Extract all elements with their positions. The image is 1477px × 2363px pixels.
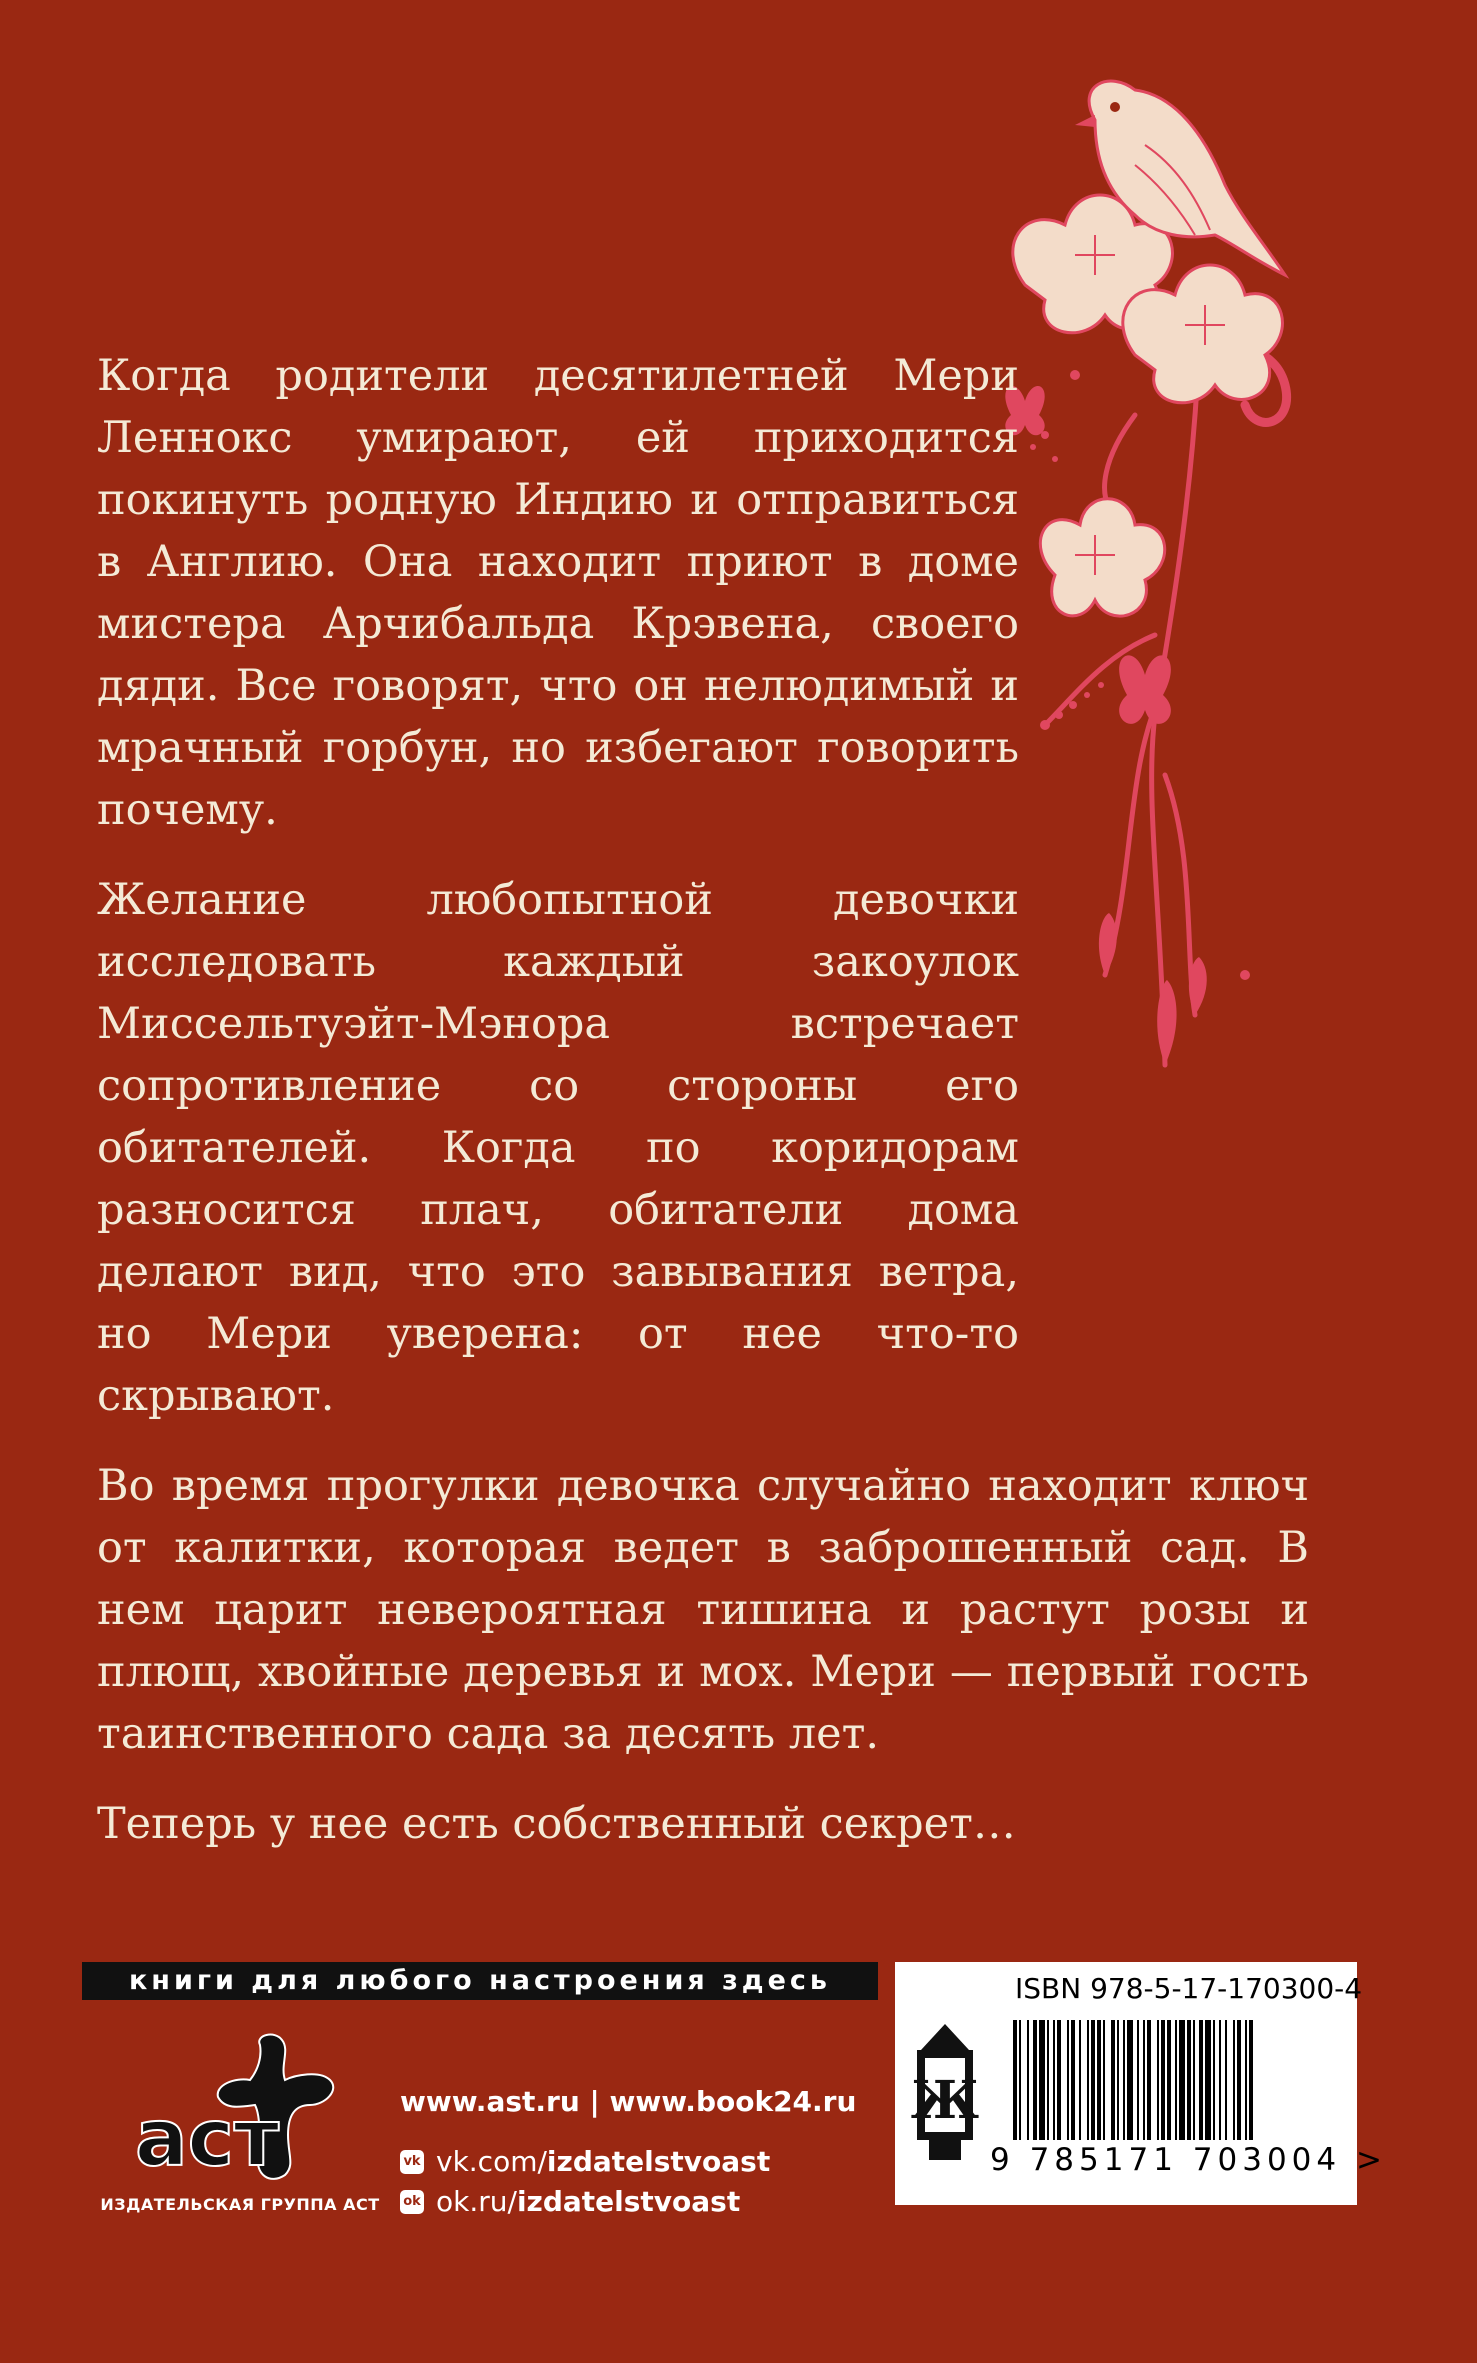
svg-text:Ж: Ж [910,2070,980,2131]
description-paragraph-4: Теперь у нее есть собственный секрет… [97,1799,1016,1849]
description-paragraph-1: Когда родители десятилетней Мери Леннокс умирают, ей приходится покинуть родную Индию и отправиться в Англию. Она находит приют в доме мистера Арчибальда Крэвена, своего дяди. Все говорят, что он нелюдимый и мрачный горбун, но избегают говорить почему. [97,351,1019,835]
tagline-banner: книги для любого настроения здесь [82,1962,878,2000]
vk-link[interactable]: vk vk.com/ izdatelstvoast [400,2142,860,2182]
bird-flower-illustration [985,75,1315,1090]
publisher-caption: ИЗДАТЕЛЬСКАЯ ГРУППА АСТ [100,2195,380,2214]
vk-icon: vk [400,2150,424,2174]
website-links[interactable]: www.ast.ru | www.book24.ru [400,2085,857,2118]
ast-logo-icon [90,2025,390,2190]
lantern-logo-icon [907,2020,983,2170]
isbn-number: ISBN 978-5-17-170300-4 [1015,1972,1363,2005]
svg-text:аст: аст [135,2094,280,2184]
barcode-bars [1013,2020,1313,2140]
ok-icon: ok [400,2190,424,2214]
social-links [400,2142,860,2222]
description-paragraph-2: Желание любопытной девочки исследовать каждый закоулок Миссельтуэйт-Мэнора встречает сопротивление со стороны его обитателей. Когда по коридорам разносится плач, обитатели дома делают вид, что это завывания ветра, но Мери уверена: от нее что-то скрывают. [97,875,1019,1421]
publisher-logo [90,2025,390,2225]
description-paragraph-3: Во время прогулки девочка случайно находит ключ от калитки, которая ведет в заброшенный сад. В нем царит невероятная тишина и растут розы и плющ, хвойные деревья и мох. Мери — первый гость таинственного сада за десять лет. [97,1461,1309,1759]
book-description [97,345,1309,1883]
isbn-barcode [895,1962,1387,2205]
ok-link[interactable]: ok ok.ru/ izdatelstvoast [400,2182,860,2222]
publisher-links [400,2085,860,2222]
barcode-digits: 9 785171 703004 > [990,2142,1387,2178]
